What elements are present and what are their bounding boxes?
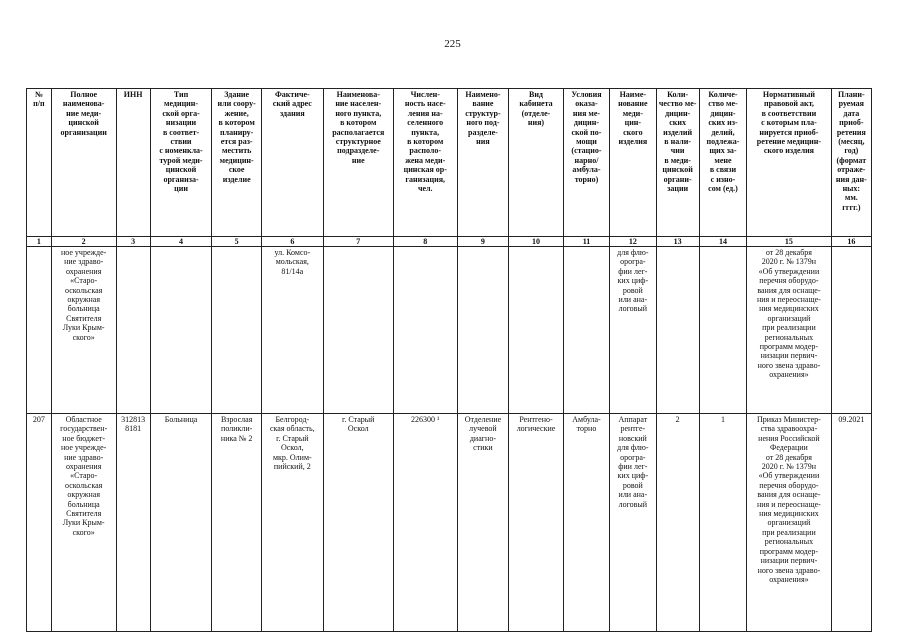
page-number: 225 (444, 38, 461, 50)
column-number: 7 (323, 237, 393, 247)
column-number: 9 (457, 237, 509, 247)
header-cell: Числен- ность насе- ления на- селенного пункта, в котором располо- жена меди- цинская ор- ганизация, чел. (393, 89, 457, 237)
column-number: 12 (610, 237, 656, 247)
organization-type-cell (150, 247, 212, 414)
devices-available-cell: 2 (656, 414, 699, 632)
column-number: 1 (27, 237, 52, 247)
inn-cell: 312813 8181 (116, 414, 150, 632)
column-number: 8 (393, 237, 457, 247)
legal-act-cell: Приказ Министер- ства здравоохра- нения Российской Федерации от 28 декабря 2020 г. № 1379н «Об утверждении перечня оборудо- вания для оснаще- ния и переоснаще- ния медицинских организаций при реализации региональных программ модер- низации первич- ного звена здраво- охранения» (747, 414, 832, 632)
purchase-date-cell (831, 247, 871, 414)
header-cell: Полное наименова- ние меди- цинской организации (51, 89, 116, 237)
header-cell: № п/п (27, 89, 52, 237)
organization-name-cell: Областное государствен- ное бюджет- ное учрежде- ние здраво- охранения «Старо- оскольская окружная больница Святителя Луки Крым- ского» (51, 414, 116, 632)
purchase-date-cell: 09.2021 (831, 414, 871, 632)
column-number-row (27, 237, 872, 247)
column-number: 13 (656, 237, 699, 247)
header-cell: Наименова- ние населен- ного пункта, в котором располагается структурное подразделе- ние (323, 89, 393, 237)
organization-type-cell: Больница (150, 414, 212, 632)
devices-to-replace-cell: 1 (699, 414, 746, 632)
column-number: 6 (261, 237, 323, 247)
column-number: 3 (116, 237, 150, 247)
settlement-cell (323, 247, 393, 414)
equipment-table (26, 88, 872, 632)
cabinet-type-cell (509, 247, 564, 414)
column-number: 2 (51, 237, 116, 247)
care-conditions-cell: Амбула- торно (563, 414, 609, 632)
header-cell: Количе- ство ме- дицин- ских из- делий, подлежа- щих за- мене в связи с изно- сом (ед.) (699, 89, 746, 237)
table-row (27, 247, 872, 414)
device-name-cell: для флю- орогра- фии лег- ких циф- ровой или ана- логовый (610, 247, 656, 414)
header-cell: Условия оказа- ния ме- дицин- ской по- мощи (стацио- нарно/ амбула- торно) (563, 89, 609, 237)
address-cell: Белгород- ская область, г. Старый Оскол, мкр. Олим- пийский, 2 (261, 414, 323, 632)
population-cell: 226300 ¹ (393, 414, 457, 632)
devices-to-replace-cell (699, 247, 746, 414)
header-cell: Нормативный правовой акт, в соответствии с которым пла- нируется приоб- ретение медицин- ского изделия (747, 89, 832, 237)
subdivision-cell (457, 247, 509, 414)
header-cell: Фактиче- ский адрес здания (261, 89, 323, 237)
device-name-cell: Аппарат рентге- новский для флю- орогра- фии лег- ких циф- ровой или ана- логовый (610, 414, 656, 632)
population-cell (393, 247, 457, 414)
header-cell: Тип медицин- ской орга- низации в соответ- ствии с номенкла- турой меди- цинской организа- ции (150, 89, 212, 237)
subdivision-cell: Отделение лучевой диагно- стики (457, 414, 509, 632)
column-number: 11 (563, 237, 609, 247)
organization-name-cell: ное учрежде- ние здраво- охранения «Старо- оскольская окружная больница Святителя Луки Крым- ского» (51, 247, 116, 414)
column-number: 4 (150, 237, 212, 247)
header-cell: Здание или соору- жение, в котором планиру- ется раз- местить медицин- ское изделие (212, 89, 261, 237)
column-number: 15 (747, 237, 832, 247)
column-number: 5 (212, 237, 261, 247)
legal-act-cell: от 28 декабря 2020 г. № 1379н «Об утверждении перечня оборудо- вания для оснаще- ния и переоснаще- ния медицинских организаций при реализации региональных программ модер- низации первич- ного звена здраво- охранения» (747, 247, 832, 414)
cabinet-type-cell: Рентгено- логические (509, 414, 564, 632)
header-row (27, 89, 872, 237)
column-number: 10 (509, 237, 564, 247)
care-conditions-cell (563, 247, 609, 414)
header-cell: ИНН (116, 89, 150, 237)
inn-cell (116, 247, 150, 414)
building-cell (212, 247, 261, 414)
column-number: 16 (831, 237, 871, 247)
row-number-cell (27, 247, 52, 414)
settlement-cell: г. Старый Оскол (323, 414, 393, 632)
header-cell: Наиме- нование меди- цин- ского изделия (610, 89, 656, 237)
devices-available-cell (656, 247, 699, 414)
header-cell: Наимено- вание структур- ного под- разделе- ния (457, 89, 509, 237)
building-cell: Взрослая поликли- ника № 2 (212, 414, 261, 632)
header-cell: Коли- чество ме- дицин- ских изделий в нали- чии в меди- цинской органи- зации (656, 89, 699, 237)
table-row (27, 414, 872, 632)
header-cell: Плани- руемая дата приоб- ретения (месяц, год) (формат отраже- ния дан- ных: мм. гггг.) (831, 89, 871, 237)
address-cell: ул. Комсо- мольская, 81/14а (261, 247, 323, 414)
header-cell: Вид кабинета (отделе- ния) (509, 89, 564, 237)
column-number: 14 (699, 237, 746, 247)
row-number-cell: 207 (27, 414, 52, 632)
